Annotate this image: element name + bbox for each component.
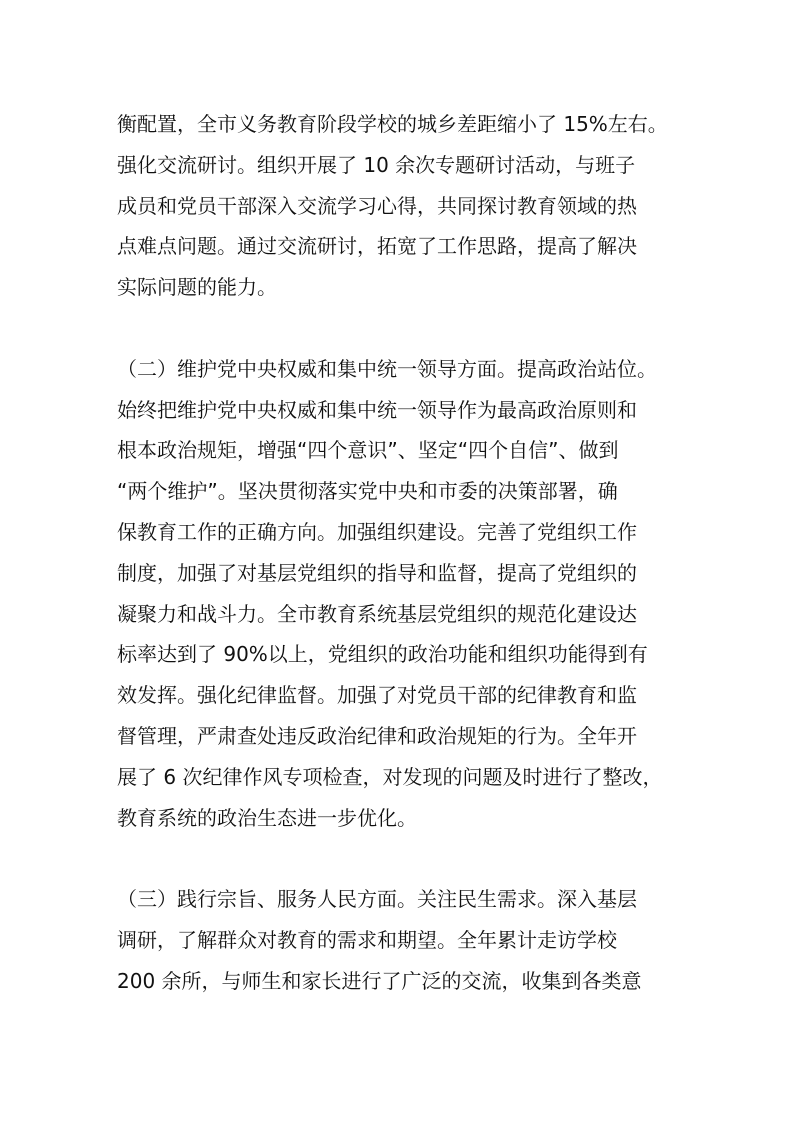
text-line: 成员和党员干部深入交流学习心得，共同探讨教育领域的热 bbox=[117, 193, 637, 218]
text-line: 200 余所，与师生和家长进行了广泛的交流，收集到各类意 bbox=[117, 968, 642, 993]
paragraph-1 bbox=[117, 104, 697, 308]
text-line: 实际问题的能力。 bbox=[117, 275, 277, 300]
paragraph-3 bbox=[117, 879, 697, 1001]
document-body bbox=[117, 104, 697, 1002]
text-line: 点难点问题。通过交流研讨，拓宽了工作思路，提高了解决 bbox=[117, 234, 637, 259]
paragraph-spacer bbox=[117, 838, 697, 879]
text-line: 强化交流研讨。组织开展了 10 余次专题研讨活动，与班子 bbox=[117, 152, 636, 177]
text-line: 展了 6 次纪律作风专项检查，对发现的问题及时进行了整改， bbox=[117, 764, 663, 789]
paragraph-spacer bbox=[117, 308, 697, 349]
paragraph-2 bbox=[117, 349, 697, 839]
text-line: （二）维护党中央权威和集中统一领导方面。提高政治站位。 bbox=[117, 356, 657, 381]
text-line: 标率达到了 90%以上，党组织的政治功能和组织功能得到有 bbox=[117, 642, 648, 667]
text-line: 根本政治规矩，增强“四个意识”、坚定“四个自信”、做到 bbox=[117, 438, 619, 463]
text-line: 效发挥。强化纪律监督。加强了对党员干部的纪律教育和监 bbox=[117, 683, 637, 708]
text-line: （三）践行宗旨、服务人民方面。关注民生需求。深入基层 bbox=[117, 887, 637, 912]
text-line: 衡配置，全市义务教育阶段学校的城乡差距缩小了 15%左右。 bbox=[117, 112, 668, 136]
text-line: 督管理，严肃查处违反政治纪律和政治规矩的行为。全年开 bbox=[117, 723, 637, 748]
text-line: 保教育工作的正确方向。加强组织建设。完善了党组织工作 bbox=[117, 519, 637, 544]
text-line: 调研，了解群众对教育的需求和期望。全年累计走访学校 bbox=[117, 927, 617, 952]
text-line: 始终把维护党中央权威和集中统一领导作为最高政治原则和 bbox=[117, 397, 637, 422]
text-line: 凝聚力和战斗力。全市教育系统基层党组织的规范化建设达 bbox=[117, 601, 637, 626]
text-line: “两个维护”。坚决贯彻落实党中央和市委的决策部署，确 bbox=[117, 479, 618, 504]
text-line: 制度，加强了对基层党组织的指导和监督，提高了党组织的 bbox=[117, 560, 637, 585]
text-line: 教育系统的政治生态进一步优化。 bbox=[117, 805, 417, 830]
